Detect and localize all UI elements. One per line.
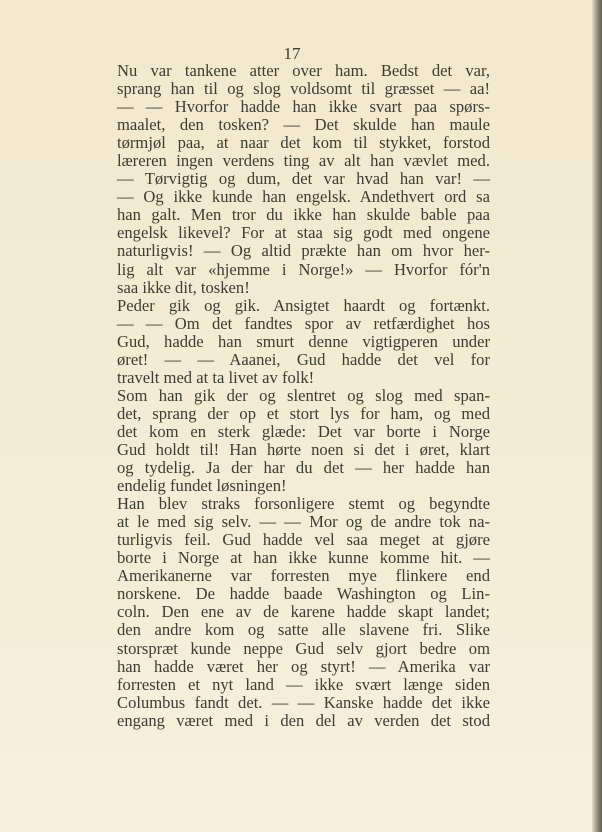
text-line: Amerikanerne var forresten mye flinkere end	[117, 566, 490, 586]
text-line: borte i Norge at han ikke kunne komme hit. —	[117, 548, 490, 568]
body-text	[117, 62, 490, 730]
text-line: tørmjøl paa, at naar det kom til stykket, forstod	[117, 133, 490, 153]
text-line: Han blev straks forsonligere stemt og begyndte	[117, 494, 490, 514]
text-line: Nu var tankene atter over ham. Bedst det var,	[117, 61, 490, 80]
text-line: den andre kom og satte alle slavene fri. Slike	[117, 620, 490, 640]
text-line: — — Hvorfor hadde han ikke svart paa spørs-	[117, 97, 490, 117]
text-line: engelsk likevel? For at staa sig godt med ongene	[117, 223, 490, 243]
text-line: han hadde været her og styrt! — Amerika var	[117, 656, 490, 676]
text-line: sprang han til og slog voldsomt til græsset — aa!	[117, 79, 490, 99]
text-line: engang været med i den del av verden det stod	[117, 710, 490, 730]
text-line: norskene. De hadde baade Washington og Lin-	[117, 584, 490, 604]
text-line: øret! — — Aaanei, Gud hadde det vel for	[117, 349, 490, 369]
text-line: Som han gik der og slentret og slog med span-	[117, 385, 490, 405]
text-line: at le med sig selv. — — Mor og de andre tok na-	[117, 512, 490, 532]
text-line: — — Om det fandtes spor av retfærdighet hos	[117, 313, 490, 333]
text-line: travelt med at ta livet av folk!	[117, 367, 315, 387]
text-line: Columbus fandt det. — — Kanske hadde det ikke	[117, 692, 490, 712]
text-line: — Tørvigtig og dum, det var hvad han var! —	[117, 169, 490, 189]
text-line: lig alt var «hjemme i Norge!» — Hvorfor fór'n	[117, 259, 490, 279]
page-number: 17	[283, 44, 301, 63]
text-line: storspræt kunde neppe Gud selv gjort bedre om	[117, 638, 490, 658]
text-line: forresten et nyt land — ikke svært længe siden	[117, 674, 490, 694]
text-line: maalet, den tosken? — Det skulde han maule	[117, 115, 490, 135]
page-edge-shadow	[592, 0, 602, 832]
text-line: han galt. Men tror du ikke han skulde bable paa	[117, 205, 490, 225]
text-line: Peder gik og gik. Ansigtet haardt og fortænkt.	[117, 295, 490, 315]
text-line: Gud, hadde han smurt denne vigtigperen under	[117, 331, 490, 351]
text-line: saa ikke dit, tosken!	[117, 277, 250, 297]
text-line: det, sprang der op et stort lys for ham, og med	[117, 403, 490, 423]
text-line: det kom en sterk glæde: Det var borte i Norge	[117, 421, 490, 441]
text-line: coln. Den ene av de karene hadde skapt landet;	[117, 602, 490, 622]
text-line: læreren ingen verdens ting av alt han vævlet med.	[117, 151, 490, 171]
text-line: og tydelig. Ja der har du det — her hadde han	[117, 458, 490, 478]
text-line: turligvis feil. Gud hadde vel saa meget at gjøre	[117, 530, 490, 550]
text-line: Gud holdt til! Han hørte noen si det i øret, klart	[117, 439, 490, 459]
text-line: endelig fundet løsningen!	[117, 476, 287, 496]
text-line: — Og ikke kunde han engelsk. Andethvert ord sa	[117, 187, 490, 207]
text-line: naturligvis! — Og altid prækte han om hvor her-	[117, 241, 490, 261]
